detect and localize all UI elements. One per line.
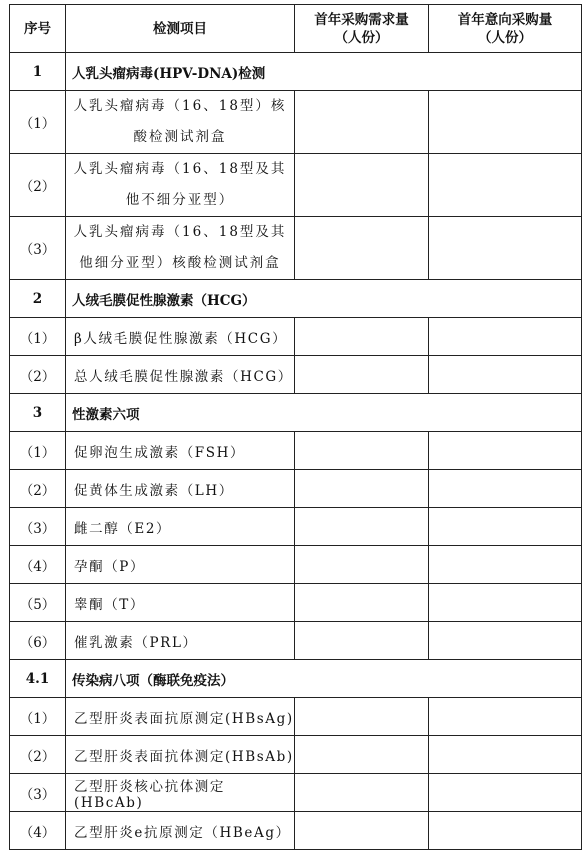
intent-cell — [429, 217, 582, 280]
intent-cell — [429, 470, 582, 508]
intent-cell — [429, 622, 582, 660]
item-row — [10, 356, 582, 394]
demand-cell — [295, 736, 429, 774]
item-number: （3） — [10, 774, 66, 812]
item-row — [10, 432, 582, 470]
demand-cell — [295, 812, 429, 850]
item-number: （1） — [10, 91, 66, 154]
header-first-year-intent-text: 首年意向采购量 （人份） — [457, 11, 553, 46]
demand-cell — [295, 470, 429, 508]
demand-cell — [295, 508, 429, 546]
item-row — [10, 698, 582, 736]
item-row — [10, 154, 582, 217]
demand-cell — [295, 432, 429, 470]
item-number: （1） — [10, 432, 66, 470]
section-number: 1 — [10, 53, 66, 91]
item-number: （2） — [10, 356, 66, 394]
intent-cell — [429, 736, 582, 774]
item-row — [10, 622, 582, 660]
item-number: （5） — [10, 584, 66, 622]
item-name: 人乳头瘤病毒（16、18型及其他不细分亚型） — [66, 154, 295, 217]
demand-cell — [295, 622, 429, 660]
section-title: 人乳头瘤病毒(HPV-DNA)检测 — [66, 53, 582, 91]
section-number: 3 — [10, 394, 66, 432]
item-row — [10, 318, 582, 356]
demand-cell — [295, 774, 429, 812]
section-row — [10, 660, 582, 698]
item-row — [10, 546, 582, 584]
item-number: （2） — [10, 736, 66, 774]
intent-cell — [429, 546, 582, 584]
demand-cell — [295, 318, 429, 356]
demand-cell — [295, 91, 429, 154]
section-number: 4.1 — [10, 660, 66, 698]
header-first-year-demand-text: 首年采购需求量 （人份） — [314, 11, 409, 46]
item-name: 乙型肝炎表面抗原测定(HBsAg) — [66, 698, 295, 736]
item-name: 总人绒毛膜促性腺激素（HCG） — [66, 356, 295, 394]
item-row — [10, 217, 582, 280]
item-row — [10, 584, 582, 622]
section-title: 传染病八项（酶联免疫法） — [66, 660, 582, 698]
demand-cell — [295, 584, 429, 622]
item-number: （6） — [10, 622, 66, 660]
item-name: 催乳激素（PRL） — [66, 622, 295, 660]
item-number: （3） — [10, 508, 66, 546]
intent-cell — [429, 356, 582, 394]
item-row — [10, 736, 582, 774]
item-number: （4） — [10, 812, 66, 850]
item-number: （2） — [10, 470, 66, 508]
item-name: 人乳头瘤病毒（16、18型）核酸检测试剂盒 — [66, 91, 295, 154]
item-name: β人绒毛膜促性腺激素（HCG） — [66, 318, 295, 356]
intent-cell — [429, 774, 582, 812]
demand-cell — [295, 154, 429, 217]
demand-cell — [295, 698, 429, 736]
item-row — [10, 470, 582, 508]
header-first-year-intent — [429, 5, 582, 53]
intent-cell — [429, 508, 582, 546]
item-number: （3） — [10, 217, 66, 280]
header-no: 序号 — [10, 5, 66, 53]
demand-cell — [295, 356, 429, 394]
item-row — [10, 812, 582, 850]
item-number: （1） — [10, 318, 66, 356]
intent-cell — [429, 318, 582, 356]
intent-cell — [429, 91, 582, 154]
item-number: （4） — [10, 546, 66, 584]
item-row — [10, 774, 582, 812]
section-title: 性激素六项 — [66, 394, 582, 432]
item-name: 孕酮（P） — [66, 546, 295, 584]
item-name: 雌二醇（E2） — [66, 508, 295, 546]
demand-cell — [295, 217, 429, 280]
item-number: （2） — [10, 154, 66, 217]
item-number: （1） — [10, 698, 66, 736]
procurement-table — [9, 4, 582, 850]
item-name: 乙型肝炎表面抗体测定(HBsAb) — [66, 736, 295, 774]
intent-cell — [429, 812, 582, 850]
header-first-year-demand — [295, 5, 429, 53]
item-row — [10, 91, 582, 154]
header-row — [10, 5, 582, 53]
section-row — [10, 53, 582, 91]
section-row — [10, 280, 582, 318]
intent-cell — [429, 584, 582, 622]
item-name: 乙型肝炎核心抗体测定(HBcAb) — [66, 774, 295, 812]
item-name: 促黄体生成激素（LH） — [66, 470, 295, 508]
item-row — [10, 508, 582, 546]
section-number: 2 — [10, 280, 66, 318]
section-title: 人绒毛膜促性腺激素（HCG） — [66, 280, 582, 318]
item-name: 促卵泡生成激素（FSH） — [66, 432, 295, 470]
header-item: 检测项目 — [66, 5, 295, 53]
item-name: 睾酮（T） — [66, 584, 295, 622]
item-name: 人乳头瘤病毒（16、18型及其他细分亚型）核酸检测试剂盒 — [66, 217, 295, 280]
demand-cell — [295, 546, 429, 584]
item-name: 乙型肝炎e抗原测定（HBeAg） — [66, 812, 295, 850]
section-row — [10, 394, 582, 432]
intent-cell — [429, 698, 582, 736]
intent-cell — [429, 432, 582, 470]
intent-cell — [429, 154, 582, 217]
